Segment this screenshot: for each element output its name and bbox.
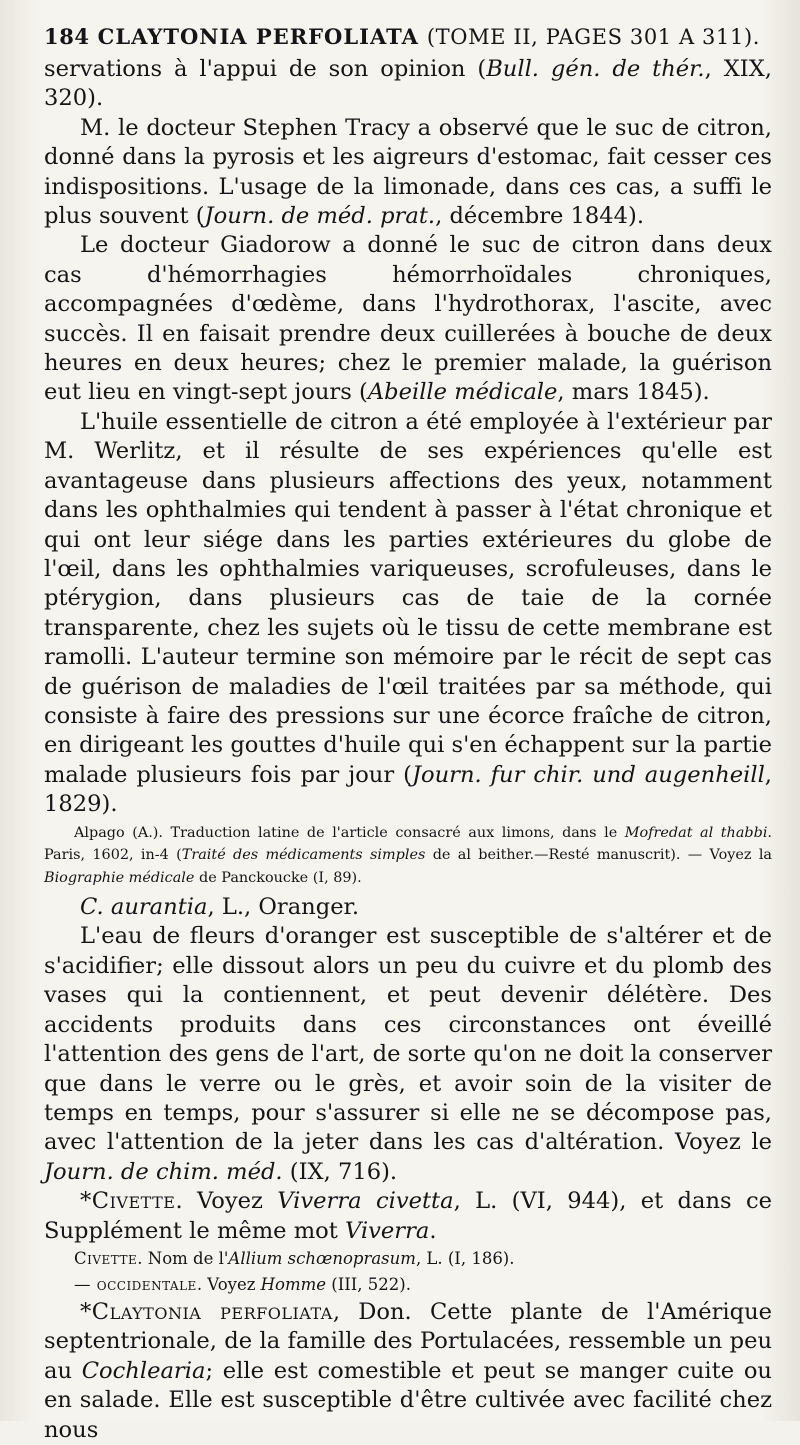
page-number: 184	[44, 24, 90, 49]
paragraph-giadorow: Le docteur Giadorow a donné le suc de citron dans deux cas d'hémorrhagies hémorrhoïdales chroniques, accompagnées d'œdème, dans l'hydrothorax, l'ascite, avec succès. Il en faisait prendre deux cuillerées à bouche de deux heures en deux heures; chez le premier malade, la guérison eut lieu en vingt-sept jours (Abeille médicale, mars 1845).	[44, 232, 772, 406]
main-text	[44, 55, 772, 1445]
paragraph-continuation: servations à l'appui de son opinion (Bull. gén. de thér., XIX, 320).	[44, 56, 772, 112]
citation: Abeille médicale	[367, 379, 558, 406]
citation: Bull. gén. de thér.	[486, 56, 705, 82]
paragraph-tracy: M. le docteur Stephen Tracy a observé que le suc de citron, donné dans la pyrosis et les aigreurs d'estomac, fait cesser ces indispositions. L'usage de la limonade, dans ces cas, a suffi le plus souvent (Journ. de méd. prat., décembre 1844).	[44, 114, 772, 230]
header-title: CLAYTONIA PERFOLIATA	[97, 24, 419, 49]
entry-civette: *Civette. Voyez Viverra civetta, L. (VI, 944), et dans ce Supplément le même mot Viverra.	[44, 1188, 773, 1244]
entry-claytonia: *Claytonia perfoliata, Don. Cette plante de l'Amérique septentrionale, de la famille des Portulacées, ressemble un peu au Cochlearia; elle est comestible et peut se manger cuite ou en salade. Elle est susceptible d'être cultivée avec facilité chez nous	[44, 1298, 772, 1443]
species-heading-aurantia: C. aurantia, L., Oranger.	[80, 894, 360, 921]
citation: Journ. de méd. prat.	[204, 203, 436, 230]
running-header	[44, 24, 772, 49]
citation: Journ. de chim. méd.	[44, 1158, 283, 1185]
entry-head: — occidentale	[74, 1274, 197, 1294]
entry-head: Civette	[74, 1248, 138, 1268]
header-reference: (TOME II, PAGES 301 A 311).	[426, 25, 761, 49]
entry-head: *Claytonia perfoliata	[80, 1298, 333, 1325]
entry-civette-allium: Civette. Nom de l'Allium schœnoprasum, L. (I, 186).	[74, 1248, 515, 1268]
citation: Journ. fur chir. und augenheill	[411, 761, 765, 788]
paragraph-oranger: L'eau de fleurs d'oranger est susceptible de s'altérer et de s'acidifier; elle dissout alors un peu du cuivre et du plomb des vases qui la contiennent, et peut devenir délétère. Des accidents produits dans ces circonstances ont éveillé l'attention des gens de l'art, de sorte qu'on ne doit la conserver que dans le verre ou le grès, et avoir soin de la visiter de temps en temps, pour s'assurer si elle ne se décompose pas, avec l'attention de la jeter dans les cas d'altération. Voyez le Journ. de chim. méd. (IX, 716).	[44, 923, 772, 1185]
entry-head: *Civette	[80, 1188, 176, 1215]
bibliographic-note: Alpago (A.). Traduction latine de l'article consacré aux limons, dans le Mofredat al thabbi. Paris, 1602, in-4 (Traité des médicaments simples de al beither.—Resté manuscrit). — Voyez la Biographie médicale de Panckoucke (I, 89).	[44, 824, 773, 886]
paragraph-werlitz: L'huile essentielle de citron a été employée à l'extérieur par M. Werlitz, et il résulte de ses expériences qu'elle est avantageuse dans plusieurs affections des yeux, notamment dans les ophthalmies qui tendent à passer à l'état chronique et qui ont leur siége dans les parties extérieures du globe de l'œil, dans les ophthalmies variqueuses, scrofuleuses, dans le ptérygion, dans plusieurs cas de taie de la cornée transparente, chez les sujets où le tissu de cette membrane est ramolli. L'auteur termine son mémoire par le récit de sept cas de guérison de maladies de l'œil traitées par sa méthode, qui consiste à faire des pressions sur une écorce fraîche de citron, en dirigeant les gouttes d'huile qui s'en échappent sur la partie malade plusieurs fois par jour (Journ. fur chir. und augenheill, 1829).	[44, 408, 772, 818]
entry-occidentale: — occidentale. Voyez Homme (III, 522).	[74, 1274, 411, 1294]
